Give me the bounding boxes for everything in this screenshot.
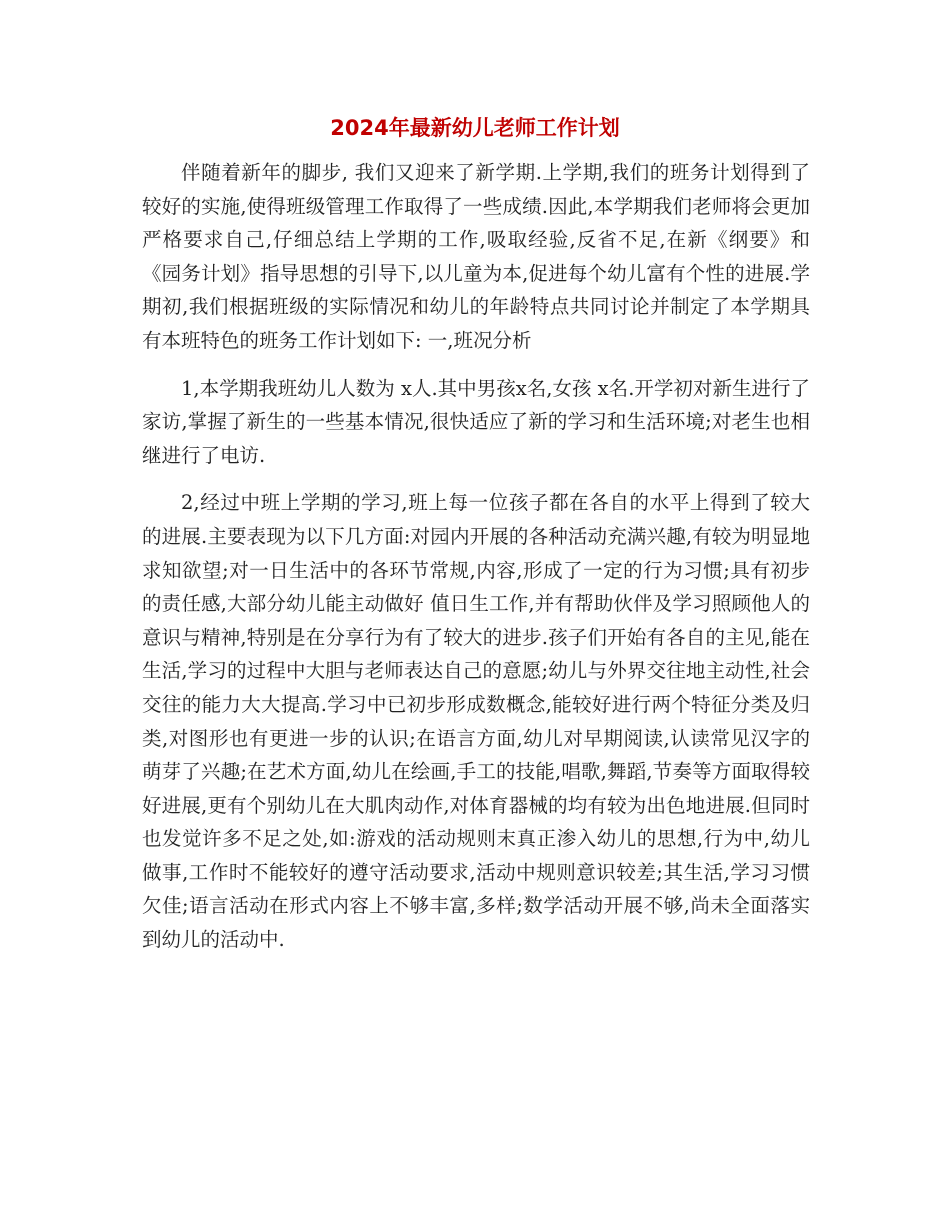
document-body — [142, 156, 810, 971]
document-title: 2024年最新幼儿老师工作计划 — [330, 116, 620, 140]
paragraph-class-size: 1,本学期我班幼儿人数为 x人.其中男孩x名,女孩 x名.开学初对新生进行了家访,掌握了新生的一些基本情况,很快适应了新的学习和生活环境;对老生也相继进行了电访. — [142, 376, 810, 467]
paragraph-progress: 2,经过中班上学期的学习,班上每一位孩子都在各自的水平上得到了较大的进展.主要表现为以下几方面:对园内开展的各种活动充满兴趣,有较为明显地求知欲望;对一日生活中的各环节常规,内容,形成了一定的行为习惯;具有初步的责任感,大部分幼儿能主动做好 值日生工作,并有帮助伙伴及学习照顾他人的意识与精神,特别是在分享行为有了较大的进步.孩子们开始有各自的主见,能在生活,学习的过程中大胆与老师表达自己的意愿;幼儿与外界交往地主动性,社会交往的能力大大提高.学习中已初步形成数概念,能较好进行两个特征分类及归类,对图形也有更进一步的认识;在语言方面,幼儿对早期阅读,认读常见汉字的萌芽了兴趣;在艺术方面,幼儿在绘画,手工的技能,唱歌,舞蹈,节奏等方面取得较好进展,更有个别幼儿在大肌肉动作,对体育器械的均有较为出色地进展.但同时也发觉许多不足之处,如:游戏的活动规则末真正渗入幼儿的思想,行为中,幼儿做事,工作时不能较好的遵守活动要求,活动中规则意识较差;其生活,学习习惯欠佳;语言活动在形式内容上不够丰富,多样;数学活动开展不够,尚未全面落实到幼儿的活动中. — [142, 491, 810, 952]
paragraph-intro: 伴随着新年的脚步, 我们又迎来了新学期.上学期,我们的班务计划得到了较好的实施,使得班级管理工作取得了一些成绩.因此,本学期我们老师将会更加严格要求自己,仔细总结上学期的工作,吸取经验,反省不足,在新《纲要》和《园务计划》指导思想的引导下,以儿童为本,促进每个幼儿富有个性的进展.学期初,我们根据班级的实际情况和幼儿的年龄特点共同讨论并制定了本学期具有本班特色的班务工作计划如下: 一,班况分析 — [142, 161, 810, 352]
